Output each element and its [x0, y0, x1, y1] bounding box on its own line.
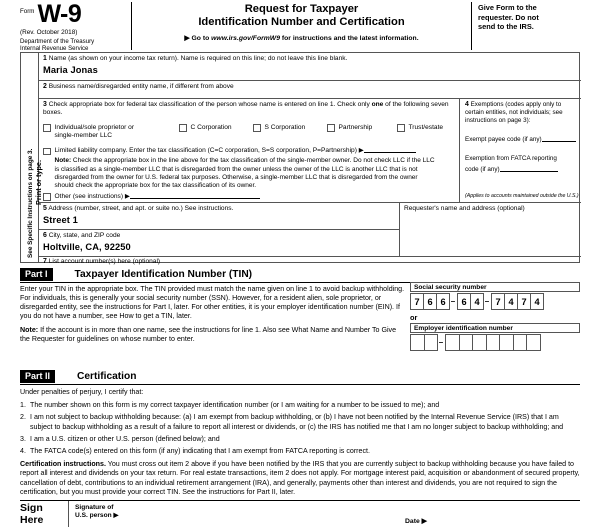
certification-item-number: 2. [20, 413, 26, 422]
part-1-note-text: If the account is in more than one name, see the instructions for line 1. Also see What Name and Number To Give the Requester for guidelines on whose number to enter. [20, 326, 397, 344]
ssn-digit[interactable]: 4 [470, 293, 484, 310]
certification-item-number: 3. [20, 434, 26, 443]
checkbox-box-icon[interactable] [43, 193, 51, 201]
line-2-label: Business name/disregarded entity name, if different from above [48, 83, 234, 90]
ssn-digit[interactable]: 6 [423, 293, 437, 310]
tin-entry-panel [410, 282, 580, 351]
line-5-address-input[interactable]: Street 1 [43, 215, 78, 226]
line-1-name-row [39, 53, 581, 81]
ssn-digit[interactable]: 7 [410, 293, 424, 310]
part-2-header [20, 370, 580, 385]
date-label: Date ▶ [405, 518, 427, 525]
ein-digit[interactable] [513, 334, 528, 351]
ein-label: Employer identification number [410, 323, 580, 333]
line-7-number: 7 [43, 257, 47, 265]
part-1-note-bold: Note: [20, 326, 39, 335]
line-4-exemptions-row [459, 99, 581, 203]
certification-item-number: 1. [20, 401, 26, 410]
certification-item-number: 4. [20, 447, 26, 456]
see-specific-instructions-label: See Specific Instructions on page 3. [27, 148, 34, 258]
fatca-label-line-2: code (if any) [465, 166, 500, 174]
ein-digit[interactable] [459, 334, 474, 351]
give-form-line-1: Give Form to the [478, 3, 537, 12]
give-form-line-2: requester. Do not [478, 12, 539, 22]
date-field[interactable] [405, 517, 427, 527]
certification-item [20, 447, 582, 456]
sign-here-label [20, 501, 68, 527]
ssn-digit-boxes[interactable] [410, 293, 580, 310]
ssn-dash-separator: – [484, 297, 490, 306]
checkbox-box-icon[interactable] [43, 148, 51, 156]
checkbox-box-icon[interactable] [253, 124, 261, 132]
applies-outside-us-note: (Applies to accounts maintained outside the U.S.) [465, 193, 579, 199]
goto-prefix: ▶ Go to [184, 35, 212, 42]
part-1-instructions [20, 285, 405, 345]
ssn-digit[interactable]: 7 [491, 293, 505, 310]
ein-digit[interactable] [486, 334, 501, 351]
form-identity-block [20, 0, 132, 53]
line-5-label: Address (number, street, and apt. or suite no.) See instructions. [48, 205, 234, 212]
sign-here-section [20, 500, 580, 527]
ein-digit-boxes[interactable] [410, 334, 580, 351]
ssn-dash-separator: – [450, 297, 456, 306]
checkbox-label-line-1: Individual/sole proprietor or [54, 123, 135, 131]
signature-label-line-1: Signature of [75, 504, 114, 511]
ssn-digit[interactable]: 6 [457, 293, 471, 310]
form-title-block [132, 2, 472, 50]
form-header [20, 0, 580, 53]
certification-item-text: The FATCA code(s) entered on this form (if any) indicating that I am exempt from FATCA reporting is correct. [30, 447, 370, 456]
certification-item [20, 401, 582, 410]
llc-label: Limited liability company. Enter the tax classification (C=C corporation, S=S corporation, P=Partnership) ▶ [54, 147, 364, 155]
ein-digit[interactable] [526, 334, 541, 351]
llc-note [55, 157, 437, 189]
ein-digit[interactable] [410, 334, 425, 351]
line-6-city-state-zip-input[interactable]: Holtville, CA, 92250 [43, 242, 131, 253]
checkbox-box-icon[interactable] [179, 124, 187, 132]
line-3-label-part1: Check appropriate box for federal tax classification of the person whose name is entered on line 1. Check only [48, 101, 372, 108]
line-3-label-part2: of the following seven boxes. [43, 101, 449, 117]
print-or-type-label: Print or type. [34, 159, 43, 205]
sign-here-line-1: Sign [20, 502, 43, 514]
irs-url-line [136, 34, 467, 42]
vertical-instructions-strip [21, 53, 43, 262]
give-form-note [472, 2, 580, 50]
line-5-address-row [39, 203, 399, 230]
certification-instructions [20, 460, 582, 497]
checkbox-individual-sole-proprietor[interactable] [43, 124, 179, 140]
certification-item-text: I am not subject to backup withholding because: (a) I am exempt from backup withholding, or (b) I have not been notified by the Internal Revenue Service (IRS) that I am subject to backup withholding as a result of a failure to report all interest or dividends, or (c) the IRS has notified me that I am no longer subject to backup withholding; and [30, 413, 564, 431]
line-7-account-numbers-row [39, 257, 581, 264]
form-number: W-9 [37, 0, 82, 28]
form-title-line-2: Identification Number and Certification [198, 16, 405, 28]
part-1-note [20, 326, 405, 344]
part-1-title: Taxpayer Identification Number (TIN) [74, 269, 253, 280]
checkbox-c-corporation[interactable] [179, 124, 253, 140]
llc-note-bold: Note: [54, 157, 72, 165]
line-4-label: Exemptions (codes apply only to certain entities, not individuals; see instructions on page 3): [465, 101, 563, 125]
ssn-label: Social security number [410, 282, 580, 292]
department-line-2: Internal Revenue Service [20, 45, 89, 53]
llc-note-text: Check the appropriate box in the line above for the tax classification of the single-member owner. Do not check LLC if the LLC is classified as a single-member LLC that is disregarded from the owner unless the owner of the LLC is another LLC that is not disregarded from the owner for U.S. federal tax purposes. Otherwise, a single-member LLC that is disregarded from the owner should check the appropriate box for the tax classification of its owner. [54, 157, 435, 189]
line-1-label: Name (as shown on your income tax return). Name is required on this line; do not leave this line blank. [48, 55, 348, 62]
under-penalties-line: Under penalties of perjury, I certify that: [20, 388, 144, 396]
checkbox-partnership[interactable] [327, 124, 397, 140]
checkbox-label-line-1: Partnership [338, 123, 373, 131]
part-1-paragraph: Enter your TIN in the appropriate box. The TIN provided must match the name given on line 1 to avoid backup withholding. For individuals, this is generally your social security number (SSN). However, for a resident alien, sole proprietor, or disregarded entity, see the instructions for Part I, later. For other entities, it is your employer identification number (EIN). If you do not have a number, see How to get a TIN, later. [20, 285, 405, 321]
line-4-number: 4 [465, 101, 469, 108]
irs-url[interactable]: www.irs.gov/FormW9 [211, 35, 280, 42]
line-1-number: 1 [43, 55, 47, 62]
part-2-certification-text [20, 388, 582, 497]
ein-digit[interactable] [472, 334, 487, 351]
certification-item-text: I am a U.S. citizen or other U.S. person (defined below); and [30, 434, 220, 443]
checkbox-box-icon[interactable] [327, 124, 335, 132]
line-3-number: 3 [43, 101, 47, 108]
certification-instructions-bold: Certification instructions. [20, 460, 106, 469]
ein-dash-separator: – [438, 338, 444, 347]
line-6-city-state-zip-row [39, 230, 399, 257]
requester-label: Requester's name and address (optional) [404, 205, 525, 212]
line-7-label: List account number(s) here (optional) [48, 257, 161, 265]
checkbox-other[interactable] [43, 193, 459, 201]
line-6-number: 6 [43, 232, 47, 239]
ssn-digit[interactable]: 7 [517, 293, 531, 310]
requester-name-address-box[interactable] [399, 203, 581, 257]
part-2-title: Certification [77, 371, 137, 382]
ssn-digit[interactable]: 6 [436, 293, 450, 310]
checkbox-label-line-2: single-member LLC [54, 132, 113, 140]
department-line-1: Department of the Treasury [20, 38, 95, 45]
tax-classification-checkbox-group [43, 124, 459, 140]
fatca-code-input[interactable] [500, 171, 558, 172]
exempt-payee-code-input[interactable] [542, 141, 576, 142]
line-3-tax-classification-row [39, 99, 459, 203]
line-5-number: 5 [43, 205, 47, 212]
line-2-number: 2 [43, 83, 47, 90]
give-form-line-3: send to the IRS. [478, 22, 534, 32]
ssn-digit[interactable]: 4 [504, 293, 518, 310]
ein-digit[interactable] [499, 334, 514, 351]
checkbox-box-icon[interactable] [397, 124, 405, 132]
signature-fields [68, 501, 580, 527]
checkbox-label-line-1: C Corporation [190, 123, 232, 131]
part-1-header [20, 268, 580, 283]
other-label: Other (see instructions) ▶ [54, 192, 130, 200]
taxpayer-info-box [20, 52, 580, 263]
or-separator-label: or [410, 313, 418, 322]
certification-instructions-text: You must cross out item 2 above if you have been notified by the IRS that you are currently subject to backup withholding because you have failed to report all interest and dividends on your tax return. For real estate transactions, item 2 does not apply. For mortgage interest paid, acquisition or abandonment of secured property, cancellation of debt, contributions to an individual retirement arrangement (IRA), and generally, payments other than interest and dividends, you are not required to sign the certification, but you must provide your correct TIN. See the instructions for Part II, later. [20, 460, 580, 496]
signature-label-line-2: U.S. person ▶ [75, 512, 119, 519]
signature-field[interactable] [75, 504, 405, 527]
ein-digit[interactable] [445, 334, 460, 351]
sign-here-line-2: Here [20, 513, 44, 526]
ein-digit[interactable] [424, 334, 439, 351]
line-2-business-name-row [39, 81, 581, 99]
form-title-line-1: Request for Taxpayer [244, 3, 359, 15]
line-1-name-input[interactable]: Maria Jonas [43, 65, 98, 76]
form-revision: (Rev. October 2018) [20, 29, 78, 36]
exempt-payee-code-label: Exempt payee code (if any) [465, 135, 542, 143]
checkbox-limited-liability-company[interactable] [43, 147, 459, 190]
llc-classification-input[interactable] [364, 152, 416, 153]
checkbox-trust-estate[interactable] [397, 124, 443, 140]
certification-item [20, 435, 582, 444]
fatca-label-line-1: Exemption from FATCA reporting [465, 154, 557, 162]
ssn-digit[interactable]: 4 [530, 293, 544, 310]
other-input[interactable] [130, 198, 260, 199]
checkbox-label-line-1: S Corporation [264, 123, 306, 131]
certification-item-text: The number shown on this form is my correct taxpayer identification number (or I am waiting for a number to be issued to me); and [30, 401, 440, 410]
checkbox-label-line-1: Trust/estate [408, 123, 444, 131]
line-6-label: City, state, and ZIP code [48, 232, 121, 239]
checkbox-s-corporation[interactable] [253, 124, 327, 140]
form-word-label: Form [20, 8, 35, 15]
goto-suffix: for instructions and the latest information. [280, 35, 419, 42]
part-2-badge: Part II [20, 370, 55, 383]
part-1-badge: Part I [20, 268, 53, 281]
checkbox-box-icon[interactable] [43, 124, 51, 132]
certification-item [20, 413, 582, 431]
line-3-label-bold: one [371, 101, 384, 108]
